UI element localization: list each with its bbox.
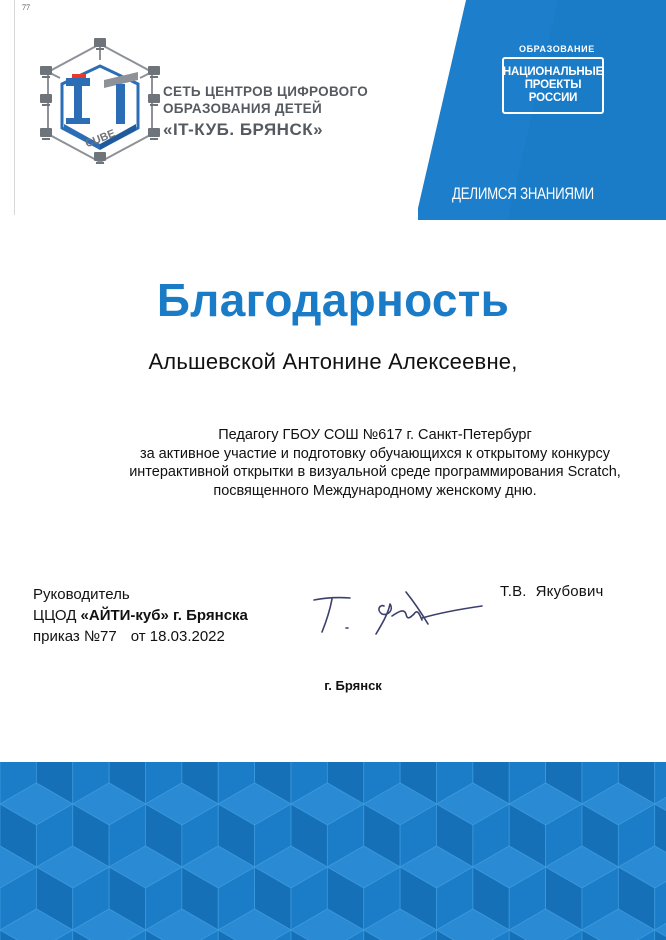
- org-prefix: ЦЦОД: [33, 607, 81, 624]
- body-line-1: Педагогу ГБОУ СОШ №617 г. Санкт-Петербург: [218, 427, 532, 443]
- org-line-3: «IT-КУБ. БРЯНСК»: [163, 120, 324, 139]
- body-line-4: посвященного Международному женскому дню.: [213, 482, 537, 499]
- org-line-1: СЕТЬ ЦЕНТРОВ ЦИФРОВОГО: [163, 84, 369, 99]
- national-projects-panel: [418, 0, 666, 220]
- body-line-2: за активное участие и подготовку обучающихся к открытому конкурсу: [139, 445, 611, 462]
- it-cube-logo: [30, 38, 170, 170]
- left-divider: [14, 0, 15, 215]
- education-label: ОБРАЗОВАНИЕ: [519, 44, 595, 54]
- tagline: ДЕЛИМСЯ ЗНАНИЯМИ: [452, 184, 594, 203]
- signer-name: [500, 583, 604, 600]
- order-date: от 18.03.2022: [130, 628, 225, 645]
- handwritten-signature: [310, 588, 490, 638]
- np-title-line-2: ПРОЕКТЫ: [524, 79, 582, 91]
- page-number: 77: [22, 3, 30, 12]
- signer-initials: Т.В.: [500, 583, 527, 600]
- signer-surname: Якубович: [535, 583, 604, 600]
- np-title-line-1: НАЦИОНАЛЬНЫЕ: [502, 66, 604, 78]
- national-projects-title: [500, 66, 606, 105]
- certificate-body: [90, 426, 660, 500]
- order-label: приказ №77: [33, 628, 117, 645]
- cube-face: [655, 762, 666, 804]
- document-title: Благодарность: [156, 274, 510, 326]
- org-name-bold: «АЙТИ-куб» г. Брянска: [80, 607, 248, 624]
- signer-organization: [33, 605, 248, 626]
- hexagon-cube-pattern: [0, 762, 666, 940]
- recipient-name: Альшевской Антонине Алексеевне,: [148, 349, 518, 374]
- signature-block: [33, 584, 248, 647]
- body-line-3: интерактивной открытки в визуальной среде программирования Scratch,: [129, 464, 621, 480]
- organization-name: [163, 83, 368, 140]
- order-reference: [33, 626, 248, 647]
- signer-role: Руководитель: [33, 586, 130, 603]
- city: г. Брянск: [324, 678, 382, 693]
- org-line-2: ОБРАЗОВАНИЯ ДЕТЕЙ: [163, 101, 322, 116]
- np-title-line-3: РОССИИ: [528, 92, 578, 104]
- cube-label: CUBE: [83, 127, 118, 151]
